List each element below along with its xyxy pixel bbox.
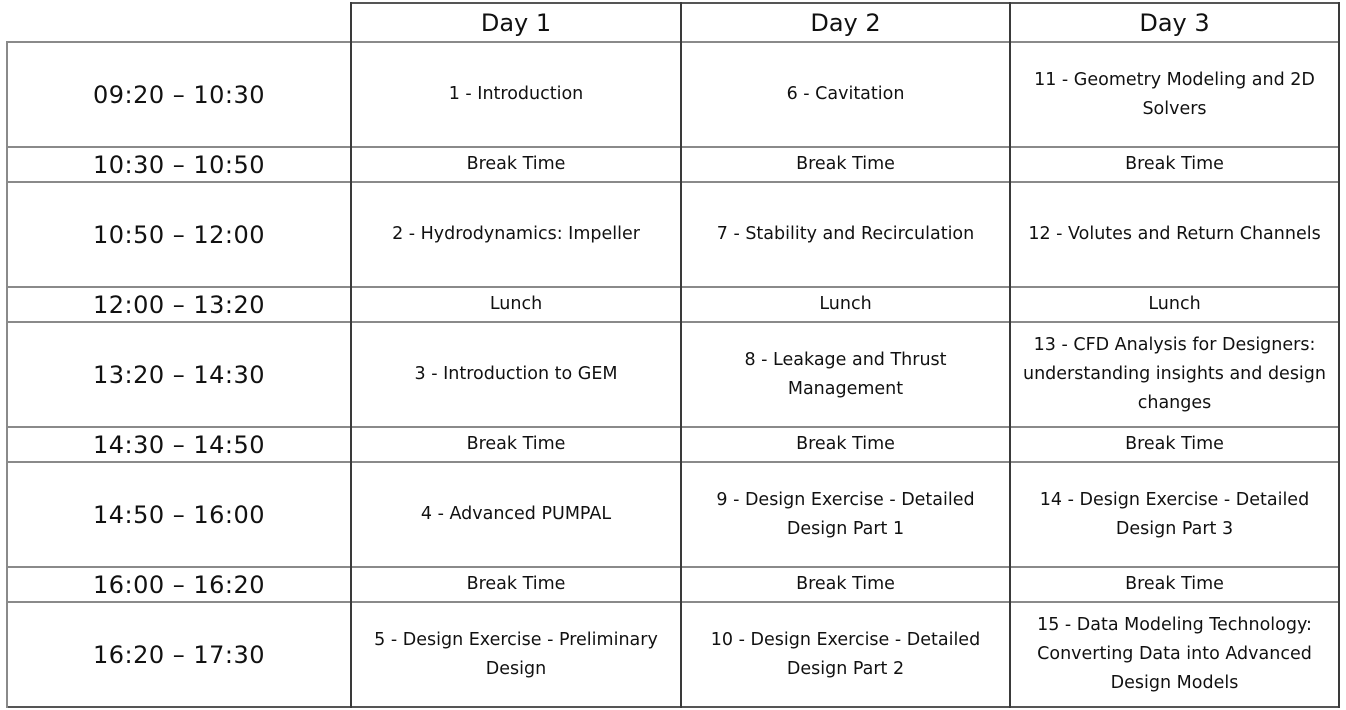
break-cell: Break Time [466, 574, 566, 594]
session-cell: 13 - CFD Analysis for Designers: understanding insights and design changes [1023, 335, 1326, 413]
break-cell: Break Time [1125, 154, 1224, 174]
break-cell: Break Time [796, 434, 895, 454]
time-slot: 14:30 – 14:50 [92, 430, 266, 459]
divider [7, 321, 1340, 323]
lunch-cell: Lunch [489, 294, 543, 314]
session-cell: 11 - Geometry Modeling and 2D Solvers [1034, 69, 1315, 119]
time-slot: 13:20 – 14:30 [92, 360, 266, 389]
divider [7, 426, 1340, 428]
divider [1009, 2, 1011, 708]
lunch-cell: Lunch [1148, 294, 1201, 314]
break-cell: Break Time [1125, 574, 1224, 594]
divider [7, 566, 1340, 568]
header-day-2: Day 2 [810, 8, 881, 37]
lunch-cell: Lunch [819, 294, 872, 314]
time-slot: 09:20 – 10:30 [92, 80, 266, 109]
divider [1338, 2, 1340, 708]
time-slot: 10:30 – 10:50 [92, 150, 266, 179]
divider [7, 181, 1340, 183]
session-cell: 4 - Advanced PUMPAL [420, 504, 612, 524]
break-cell: Break Time [1125, 434, 1224, 454]
divider [350, 2, 352, 708]
break-cell: Break Time [796, 154, 895, 174]
time-slot: 10:50 – 12:00 [92, 220, 266, 249]
divider [7, 286, 1340, 288]
session-cell: 7 - Stability and Recirculation [716, 224, 975, 244]
divider [7, 461, 1340, 463]
divider [7, 706, 1340, 708]
header-day-1: Day 1 [480, 8, 552, 37]
divider [351, 2, 1340, 4]
session-cell: 3 - Introduction to GEM [414, 364, 618, 384]
break-cell: Break Time [796, 574, 895, 594]
break-cell: Break Time [466, 434, 566, 454]
time-slot: 12:00 – 13:20 [92, 290, 266, 319]
session-cell: 9 - Design Exercise - Detailed Design Part 1 [716, 489, 975, 539]
divider [7, 146, 1340, 148]
session-cell: 12 - Volutes and Return Channels [1028, 224, 1321, 244]
divider [7, 601, 1340, 603]
break-cell: Break Time [466, 154, 566, 174]
time-slot: 16:20 – 17:30 [92, 640, 266, 669]
session-cell: 5 - Design Exercise - Preliminary Design [374, 629, 658, 679]
time-slot: 14:50 – 16:00 [92, 500, 266, 529]
session-cell: 6 - Cavitation [786, 84, 905, 104]
session-cell: 1 - Introduction [448, 84, 584, 104]
session-cell: 8 - Leakage and Thrust Management [744, 349, 947, 399]
session-cell: 10 - Design Exercise - Detailed Design Part 2 [710, 629, 981, 679]
session-cell: 14 - Design Exercise - Detailed Design Part 3 [1039, 489, 1310, 539]
divider [680, 2, 682, 708]
header-day-3: Day 3 [1139, 8, 1210, 37]
divider [6, 41, 8, 708]
session-cell: 2 - Hydrodynamics: Impeller [392, 224, 640, 244]
divider [7, 41, 1340, 43]
time-slot: 16:00 – 16:20 [92, 570, 266, 599]
session-cell: 15 - Data Modeling Technology: Converting Data into Advanced Design Models [1037, 615, 1312, 693]
